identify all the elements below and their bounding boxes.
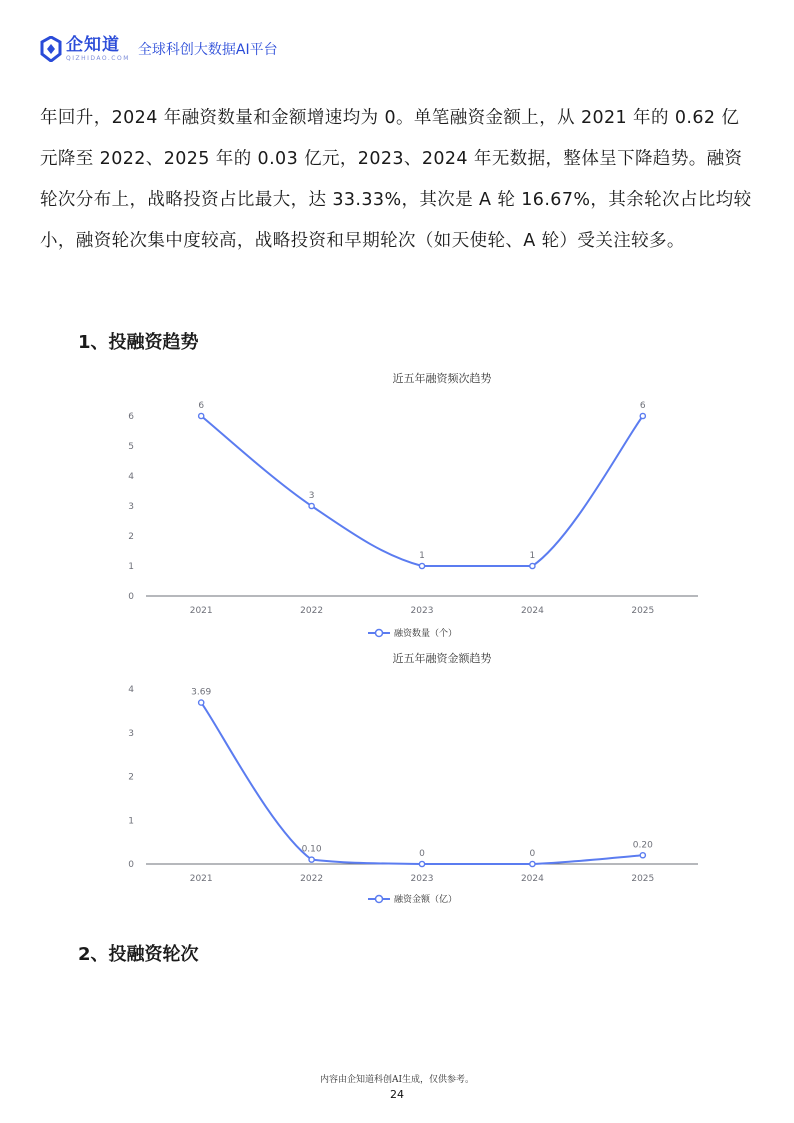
body-paragraph: 年回升，2024 年融资数量和金额增速均为 0。单笔融资金额上，从 2021 年的 0.62 亿元降至 2022、2025 年的 0.03 亿元，2023、2024 年无数据，整体呈下降趋势。融资轮次分布上，战略投资占比最大，达 33.33%，其次是 A 轮 16.67%，其余轮次占比均较小，融资轮次集中度较高，战略投资和早期轮次（如天使轮、A 轮）受关注较多。 (40, 108, 752, 251)
y-tick-label: 0 (128, 860, 134, 870)
x-tick-label: 2023 (410, 874, 434, 884)
data-point[interactable] (309, 503, 314, 508)
chart-title: 近五年融资频次趋势 (392, 372, 492, 385)
data-label: 0 (419, 849, 425, 859)
data-label: 0.20 (632, 840, 653, 851)
amount-chart-svg (100, 646, 740, 916)
data-point[interactable] (199, 700, 204, 705)
header (40, 34, 278, 64)
section-heading-trend: 1、投融资趋势 (78, 332, 199, 353)
data-label: 3 (308, 491, 315, 501)
x-tick-label: 2021 (189, 606, 213, 616)
data-point[interactable] (419, 563, 424, 568)
data-point[interactable] (530, 563, 535, 568)
data-point[interactable] (199, 413, 204, 418)
data-point[interactable] (640, 853, 645, 858)
amount-trend-chart (100, 646, 740, 916)
legend-marker-icon (376, 896, 383, 903)
frequency-chart-svg (100, 370, 740, 648)
y-tick-label: 1 (128, 816, 134, 827)
data-label: 6 (198, 401, 205, 411)
data-label: 6 (639, 401, 646, 411)
data-label: 1 (419, 551, 425, 561)
data-label: 0.10 (301, 844, 322, 855)
y-tick-label: 2 (128, 532, 134, 542)
x-tick-label: 2021 (189, 874, 213, 884)
x-tick-label: 2023 (410, 606, 434, 616)
y-tick-label: 5 (128, 442, 134, 452)
x-tick-label: 2025 (631, 606, 655, 616)
y-tick-label: 1 (128, 562, 134, 572)
x-tick-label: 2025 (631, 874, 655, 884)
chart-title: 近五年融资金额趋势 (392, 652, 492, 665)
y-tick-label: 4 (128, 472, 134, 482)
brand-pinyin: QIZHIDAO.COM (66, 54, 130, 62)
series-line (201, 703, 643, 864)
brand-block (66, 34, 130, 62)
x-tick-label: 2024 (520, 874, 544, 884)
page-number: 24 (390, 1088, 404, 1101)
data-point[interactable] (640, 413, 645, 418)
section-heading-rounds: 2、投融资轮次 (78, 944, 199, 965)
y-tick-label: 2 (128, 772, 134, 783)
platform-tagline: 全球科创大数据AI平台 (137, 42, 278, 58)
x-tick-label: 2022 (300, 606, 324, 616)
y-tick-label: 4 (128, 685, 134, 695)
y-tick-label: 3 (128, 502, 134, 512)
legend-label[interactable]: 融资金额（亿） (394, 895, 458, 905)
y-tick-label: 3 (128, 728, 134, 739)
brand-name: 企知道 (66, 34, 120, 55)
data-point[interactable] (309, 857, 314, 862)
brand-logo-icon (40, 36, 62, 62)
y-tick-label: 0 (128, 592, 134, 602)
legend-marker-icon (376, 630, 383, 637)
data-label: 1 (529, 551, 536, 561)
legend-label[interactable]: 融资数量（个） (394, 629, 458, 639)
data-point[interactable] (530, 861, 535, 866)
data-label: 3.69 (191, 687, 212, 698)
ai-disclaimer: 内容由企知道科创AI生成，仅供参考。 (319, 1075, 475, 1085)
frequency-trend-chart (100, 370, 740, 648)
series-line (201, 416, 643, 566)
y-tick-label: 6 (128, 412, 134, 422)
x-tick-label: 2022 (300, 874, 324, 884)
data-label: 0 (529, 849, 536, 859)
x-tick-label: 2024 (520, 606, 544, 616)
data-point[interactable] (419, 861, 424, 866)
